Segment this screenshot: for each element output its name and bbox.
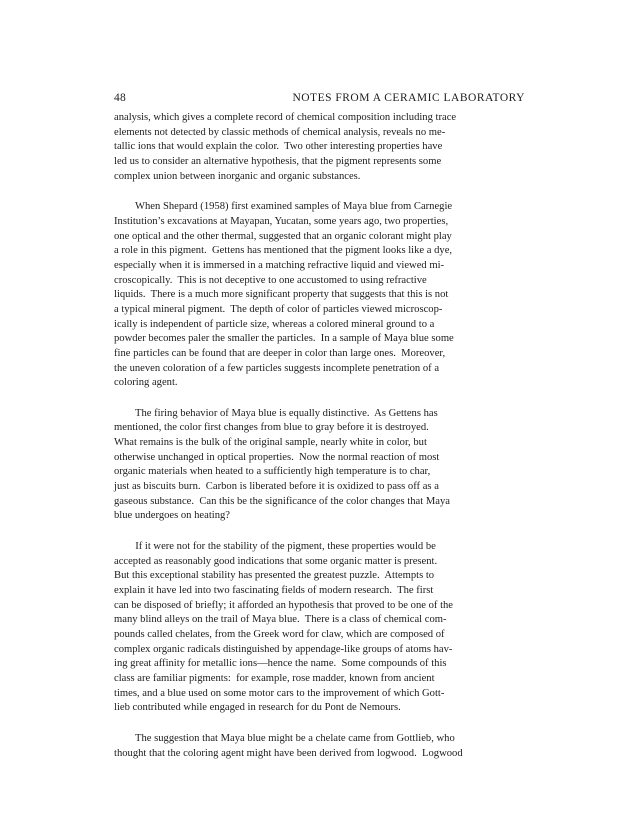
- text-line: accepted as reasonably good indications that some organic matter is present.: [114, 555, 438, 567]
- text-line: can be disposed of briefly; it afforded an hypothesis that proved to be one of the: [114, 599, 454, 611]
- text-line: times, and a blue used on some motor cars to the improvement of which Gott-: [114, 687, 445, 699]
- body-text: [114, 111, 534, 761]
- text-line: pounds called chelates, from the Greek word for claw, which are composed of: [114, 629, 445, 640]
- paragraph: [114, 407, 534, 524]
- text-line: explain it have led into two fascinating fields of modern research. The first: [114, 585, 434, 597]
- text-line: If it were not for the stability of the pigment, these properties would be: [114, 541, 436, 553]
- page-number: 48: [114, 92, 126, 104]
- text-line: mentioned, the color first changes from blue to gray before it is destroyed.: [114, 422, 429, 434]
- text-line: What remains is the bulk of the original sample, nearly white in color, but: [114, 437, 427, 449]
- text-line: Institution’s excavations at Mayapan, Yucatan, some years ago, two properties,: [114, 215, 449, 227]
- text-line: liquids. There is a much more significant property that suggests that this is not: [114, 289, 449, 301]
- text-line: class are familiar pigments: for example, rose madder, known from ancient: [114, 672, 435, 684]
- text-line: just as biscuits burn. Carbon is liberated before it is oxidized to pass off as a: [114, 481, 439, 493]
- text-line: lieb contributed while engaged in research for du Pont de Nemours.: [114, 702, 401, 714]
- text-line: a role in this pigment. Gettens has mentioned that the pigment looks like a dye,: [114, 245, 453, 257]
- paragraph: [114, 540, 534, 716]
- text-line: otherwise unchanged in optical properties. Now the normal reaction of most: [114, 451, 440, 463]
- text-line: powder becomes paler the smaller the particles. In a sample of Maya blue some: [114, 333, 454, 345]
- text-line: thought that the coloring agent might have been derived from logwood. Logwood: [114, 747, 463, 759]
- text-line: led us to consider an alternative hypothesis, that the pigment represents some: [114, 155, 442, 167]
- text-line: ing great affinity for metallic ions—hence the name. Some compounds of this: [114, 658, 447, 670]
- text-line: especially when it is immersed in a matching refractive liquid and viewed mi-: [114, 259, 445, 271]
- paragraph: [114, 200, 534, 391]
- paragraph-gap: [114, 524, 534, 540]
- paragraph-gap: [114, 716, 534, 732]
- text-line: ically is independent of particle size, whereas a colored mineral ground to a: [114, 318, 435, 330]
- text-line: But this exceptional stability has presented the greatest puzzle. Attempts to: [114, 570, 435, 582]
- text-line: complex union between inorganic and organic substances.: [114, 170, 361, 182]
- text-line: organic materials when heated to a sufficiently high temperature is to char,: [114, 466, 431, 478]
- running-title: NOTES FROM A CERAMIC LABORATORY: [292, 92, 525, 104]
- text-line: coloring agent.: [114, 377, 178, 389]
- text-line: fine particles can be found that are deeper in color than large ones. Moreover,: [114, 347, 446, 359]
- text-line: blue undergoes on heating?: [114, 510, 231, 522]
- paragraph-gap: [114, 184, 534, 200]
- paragraph: [114, 111, 534, 184]
- text-line: The suggestion that Maya blue might be a chelate came from Gottlieb, who: [114, 732, 455, 744]
- text-line: The firing behavior of Maya blue is equally distinctive. As Gettens has: [114, 407, 438, 419]
- text-line: elements not detected by classic methods of chemical analysis, reveals no me-: [114, 126, 446, 138]
- text-line: gaseous substance. Can this be the significance of the color changes that Maya: [114, 495, 450, 507]
- text-line: one optical and the other thermal, suggested that an organic colorant might play: [114, 230, 452, 242]
- text-line: the uneven coloration of a few particles suggests incomplete penetration of a: [114, 362, 440, 374]
- text-line: tallic ions that would explain the color. Two other interesting properties have: [114, 141, 443, 153]
- page-header: [114, 92, 525, 106]
- text-line: When Shepard (1958) first examined samples of Maya blue from Carnegie: [114, 201, 453, 213]
- text-line: complex organic radicals distinguished by appendage-like groups of atoms hav-: [114, 643, 453, 655]
- text-line: many blind alleys on the trail of Maya blue. There is a class of chemical com-: [114, 614, 447, 626]
- text-line: a typical mineral pigment. The depth of color of particles viewed microscop-: [114, 303, 443, 315]
- text-line: analysis, which gives a complete record of chemical composition including trace: [114, 112, 457, 123]
- text-line: croscopically. This is not deceptive to one accustomed to using refractive: [114, 274, 427, 286]
- paragraph-gap: [114, 391, 534, 407]
- paragraph: [114, 732, 534, 761]
